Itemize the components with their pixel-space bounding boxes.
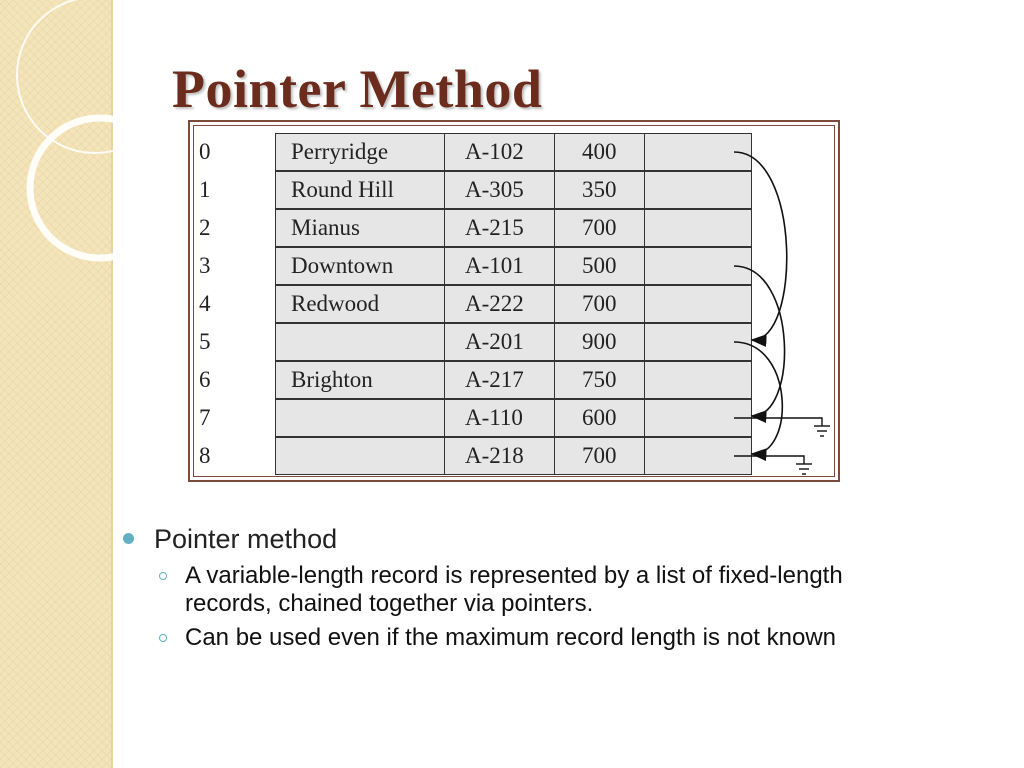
account-number-cell: A-305 bbox=[444, 171, 556, 209]
record-table bbox=[193, 125, 835, 477]
null-pointer-ground-icon bbox=[734, 456, 812, 474]
row-index: 2 bbox=[199, 215, 211, 240]
balance-cell: 400 bbox=[554, 133, 646, 171]
balance-cell: 700 bbox=[554, 209, 646, 247]
bullet-list bbox=[120, 520, 920, 658]
balance-cell: 350 bbox=[554, 171, 646, 209]
balance-cell: 500 bbox=[554, 247, 646, 285]
account-number-cell: A-217 bbox=[444, 361, 556, 399]
balance-cell: 900 bbox=[554, 323, 646, 361]
balance-cell: 700 bbox=[554, 285, 646, 323]
account-number-cell: A-222 bbox=[444, 285, 556, 323]
row-index: 5 bbox=[199, 329, 211, 354]
branch-name-cell: Downtown bbox=[275, 247, 446, 285]
pointer-arrow bbox=[734, 266, 785, 416]
balance-cell: 600 bbox=[554, 399, 646, 437]
account-number-cell: A-201 bbox=[444, 323, 556, 361]
row-index: 1 bbox=[199, 177, 211, 202]
branch-name-cell: Redwood bbox=[275, 285, 446, 323]
branch-name-cell: Round Hill bbox=[275, 171, 446, 209]
sub-bullet-ring-icon bbox=[159, 634, 167, 642]
sub-bullet-item bbox=[120, 624, 920, 652]
account-number-cell: A-102 bbox=[444, 133, 556, 171]
balance-cell: 750 bbox=[554, 361, 646, 399]
decorative-side-panel bbox=[0, 0, 113, 768]
page-title: Pointer Method bbox=[172, 59, 543, 119]
account-number-cell: A-215 bbox=[444, 209, 556, 247]
branch-name-cell: Mianus bbox=[275, 209, 446, 247]
pointer-chain-arrows bbox=[194, 126, 838, 480]
sub-bullet-text: Can be used even if the maximum record length is not known bbox=[185, 624, 837, 651]
sub-bullet-text: A variable-length record is represented by a list of fixed-length records, chained together via pointers. bbox=[185, 562, 843, 617]
bullet-dot-icon bbox=[123, 533, 134, 544]
decorative-circles bbox=[0, 0, 113, 300]
bullet-item bbox=[120, 520, 920, 558]
account-number-cell: A-110 bbox=[444, 399, 556, 437]
account-number-cell: A-218 bbox=[444, 437, 556, 475]
sub-bullet-item bbox=[120, 562, 920, 618]
row-index: 8 bbox=[199, 443, 211, 468]
row-index: 7 bbox=[199, 405, 211, 430]
row-index: 3 bbox=[199, 253, 211, 278]
row-index: 0 bbox=[199, 139, 211, 164]
balance-cell: 700 bbox=[554, 437, 646, 475]
account-number-cell: A-101 bbox=[444, 247, 556, 285]
bullet-text: Pointer method bbox=[154, 524, 338, 554]
record-table-figure bbox=[188, 120, 840, 482]
branch-name-cell: Brighton bbox=[275, 361, 446, 399]
sub-bullet-ring-icon bbox=[159, 572, 167, 580]
row-index: 6 bbox=[199, 367, 211, 392]
row-index: 4 bbox=[199, 291, 211, 316]
branch-name-cell: Perryridge bbox=[275, 133, 446, 171]
